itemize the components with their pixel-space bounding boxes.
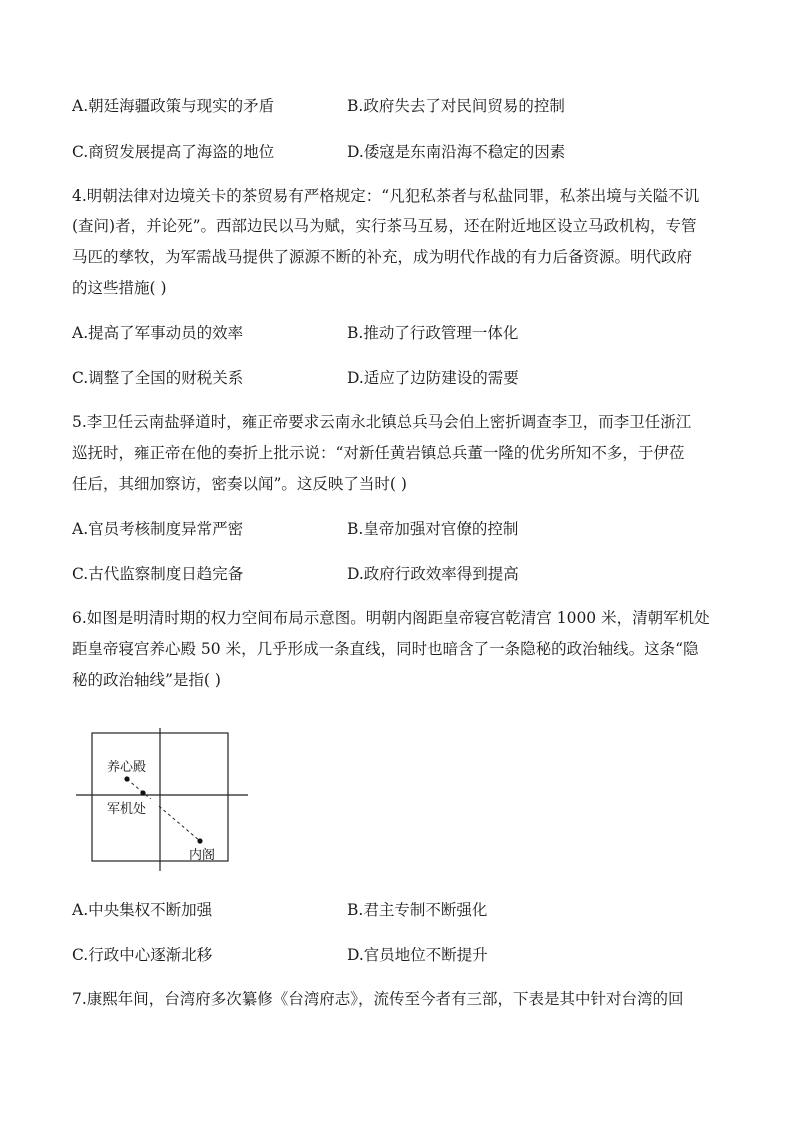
q6-stem-line-1: 6.如图是明清时期的权力空间布局示意图。明朝内阁距皇帝寝宫乾清宫 1000 米，清朝军机处	[72, 609, 710, 627]
q6-option-d: D.官员地位不断提升	[347, 946, 488, 964]
q6-stem-line-2: 距皇帝寝宫养心殿 50 米，几乎形成一条直线，同时也暗含了一条隐秘的政治轴线。这条“隐	[72, 640, 699, 658]
q5-option-a: A.官员考核制度异常严密	[72, 520, 244, 538]
q4-option-b: B.推动了行政管理一体化	[347, 324, 519, 342]
q4-stem-line-4: 的这些措施( )	[72, 279, 167, 297]
q5-option-b: B.皇帝加强对官僚的控制	[347, 520, 519, 538]
q5-option-d: D.政府行政效率得到提高	[347, 565, 519, 583]
q4-option-c: C.调整了全国的财税关系	[72, 369, 244, 387]
q6-stem-line-3: 秘的政治轴线”是指( )	[72, 671, 221, 689]
q3-option-d: D.倭寇是东南沿海不稳定的因素	[347, 143, 566, 161]
neige-label: 内阁	[189, 848, 216, 863]
q3-option-c: C.商贸发展提高了海盗的地位	[72, 143, 275, 161]
q6-option-b: B.君主专制不断强化	[347, 901, 488, 919]
q5-stem-line-3: 任后，其细加察访，密奏以闻”。这反映了当时( )	[72, 475, 407, 493]
q6-option-a: A.中央集权不断加强	[72, 901, 213, 919]
q5-stem-line-1: 5.李卫任云南盐驿道时，雍正帝要求云南永北镇总兵马会伯上密折调查李卫，而李卫任浙江	[72, 413, 692, 431]
q5-stem-line-2: 巡抚时，雍正帝在他的奏折上批示说：“对新任黄岩镇总兵董一隆的优劣所知不多，于伊莅	[72, 444, 685, 462]
q4-stem-line-1: 4.明朝法律对边境关卡的茶贸易有严格规定：“凡犯私茶者与私盐同罪，私茶出境与关隘不讥	[72, 187, 700, 205]
q3-option-a: A.朝廷海疆政策与现实的矛盾	[72, 97, 275, 115]
q4-stem-line-3: 马匹的孳牧，为军需战马提供了源源不断的补充，成为明代作战的有力后备资源。明代政府	[72, 248, 693, 266]
power-layout-diagram	[72, 728, 252, 876]
neige-point	[197, 838, 202, 843]
junji-chu-point	[140, 790, 145, 795]
q5-option-c: C.古代监察制度日趋完备	[72, 565, 244, 583]
q4-option-a: A.提高了军事动员的效率	[72, 324, 244, 342]
junji-chu-label: 军机处	[107, 802, 147, 817]
q7-stem-line-1: 7.康熙年间，台湾府多次纂修《台湾府志》，流传至今者有三部，下表是其中针对台湾的回	[72, 990, 684, 1008]
q4-stem-line-2: (查问)者，并论死”。西部边民以马为赋，实行茶马互易，还在附近地区设立马政机构，专管	[72, 217, 697, 235]
q6-option-c: C.行政中心逐渐北移	[72, 946, 213, 964]
yangxin-dian-point	[124, 776, 129, 781]
q4-option-d: D.适应了边防建设的需要	[347, 369, 519, 387]
q3-option-b: B.政府失去了对民间贸易的控制	[347, 97, 565, 115]
yangxin-dian-label: 养心殿	[107, 760, 147, 775]
